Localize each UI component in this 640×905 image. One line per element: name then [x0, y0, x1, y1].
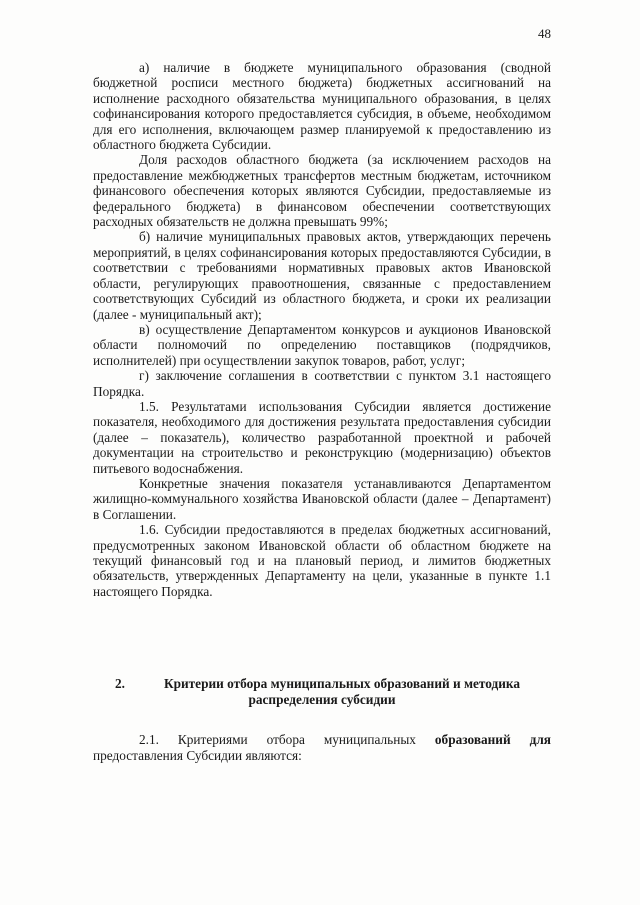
- paragraph-g: г) заключение соглашения в соответствии с пунктом 3.1 настоящего Порядка.: [93, 368, 551, 399]
- paragraph-2-1-bold1: образований: [434, 732, 511, 747]
- document-body: [93, 60, 551, 599]
- paragraph-1-6: 1.6. Субсидии предоставляются в пределах бюджетных ассигнований, предусмотренных законом Ивановской области об областном бюджете на текущий финансовый год и на плановый период, и лимитов бюджетных обязательств, утвержденных Департаменту на цели, указанные в пункте 1.1 настоящего Порядка.: [93, 522, 551, 599]
- paragraph-v: в) осуществление Департаментом конкурсов и аукционов Ивановской области полномочий по определению поставщиков (подрядчиков, исполнителей) при осуществлении закупок товаров, работ, услуг;: [93, 321, 551, 368]
- paragraph-2-1: [93, 732, 551, 764]
- paragraph-indicator: Конкретные значения показателя устанавливаются Департаментом жилищно-коммунального хозяйства Ивановской области (далее – Департамент) в Соглашении.: [93, 475, 551, 522]
- paragraph-2-1-suffix: предоставления Субсидии являются:: [93, 748, 302, 763]
- paragraph-a: а) наличие в бюджете муниципального образования (сводной бюджетной росписи местного бюджета) бюджетных ассигнований на исполнение расходного обязательства муниципального образования, в целях софинансирования которого предоставляется субсидия, в объеме, необходимом для его исполнения, включающем размер планируемой к предоставлению из областного бюджета Субсидии.: [93, 60, 551, 153]
- section-number: 2.: [115, 676, 125, 691]
- paragraph-2-1-prefix: 2.1. Критериями отбора муниципальных: [139, 732, 435, 747]
- page-number: 48: [538, 26, 551, 41]
- paragraph-1-5: 1.5. Результатами использования Субсидии является достижение показателя, необходимого для достижения результата предоставления субсидии (далее – показатель), количество разработанной проектной и рабочей документации на строительство и реконструкцию (модернизацию) объектов питьевого водоснабжения.: [93, 398, 551, 476]
- paragraph-b: б) наличие муниципальных правовых актов, утверждающих перечень мероприятий, в целях софинансирования которых предоставляются Субсидии, в соответствии с требованиями нормативных правовых актов Ивановской области, регулирующих правоотношения, связанные с предоставлением соответствующих Субсидий из областного бюджета, и сроки их реализации (далее - муниципальный акт);: [93, 229, 551, 322]
- paragraph-2-1-bold2: для: [529, 732, 551, 747]
- paragraph-2-1-mid: [511, 732, 530, 747]
- section-title-line2: распределения субсидии: [248, 692, 396, 707]
- section-title-line1: Критерии отбора муниципальных образований и методика: [163, 676, 521, 691]
- section-heading: [93, 676, 551, 708]
- paragraph-share: Доля расходов областного бюджета (за исключением расходов на предоставление межбюджетных трансфертов местным бюджетам, источником финансового обеспечения которых являются Субсидии, предоставляемые из федерального бюджета) в финансовом обеспечении соответствующих расходных обязательств не должна превышать 99%;: [93, 152, 551, 230]
